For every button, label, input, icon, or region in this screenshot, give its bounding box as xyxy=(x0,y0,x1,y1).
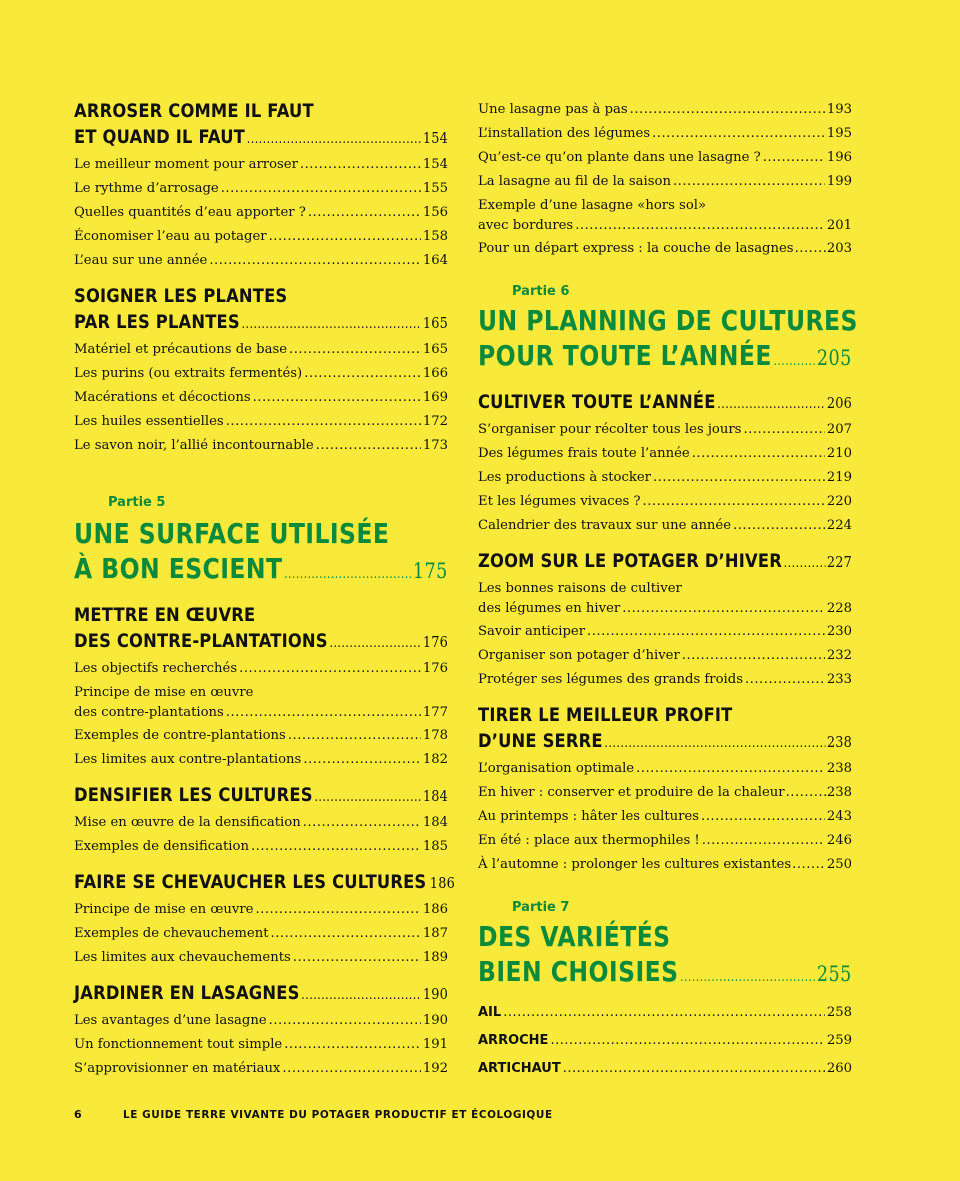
toc-entry[interactable] xyxy=(74,898,448,922)
toc-entry[interactable] xyxy=(478,466,852,490)
entry-title: CULTIVER TOUTE L’ANNÉE xyxy=(478,391,716,413)
entry-title: Le rythme d’arrosage xyxy=(74,181,219,196)
page-number: 165 xyxy=(422,314,449,332)
dot-leader xyxy=(692,442,825,466)
entry-title: Au printemps : hâter les cultures xyxy=(478,809,700,824)
page-number: 165 xyxy=(422,342,448,357)
entry-title: La lasagne au fil de la saison xyxy=(478,174,671,189)
dot-leader xyxy=(717,389,825,418)
toc-entry[interactable] xyxy=(74,153,448,177)
page-number: 172 xyxy=(422,414,448,429)
dot-leader xyxy=(575,215,825,237)
page-number: 189 xyxy=(422,950,448,965)
page-number: 187 xyxy=(422,926,448,941)
entry-title: D’UNE SERRE xyxy=(478,730,603,752)
dot-leader xyxy=(304,362,421,386)
dot-leader xyxy=(702,829,825,853)
toc-entry[interactable] xyxy=(74,657,448,681)
toc-entry[interactable] xyxy=(478,620,852,644)
dot-leader xyxy=(786,781,826,805)
page-footer xyxy=(74,1108,575,1121)
page-number: 158 xyxy=(422,229,448,244)
dot-leader xyxy=(247,124,421,153)
entry-title: Les limites aux contre-plantations xyxy=(74,752,302,767)
dot-leader xyxy=(269,225,421,249)
page-number: 176 xyxy=(422,633,449,651)
page-number: 184 xyxy=(422,815,448,830)
entry-title: Le meilleur moment pour arroser xyxy=(74,157,298,172)
section-title-text: ET QUAND IL FAUT xyxy=(74,126,246,148)
dot-leader xyxy=(792,853,826,877)
toc-entry[interactable] xyxy=(478,644,852,668)
toc-entry[interactable] xyxy=(74,835,448,859)
page-number: 255 xyxy=(816,962,852,986)
toc-entry[interactable] xyxy=(478,598,852,620)
page-number: 246 xyxy=(826,833,852,848)
entry-title: Les productions à stocker xyxy=(478,470,651,485)
dot-leader xyxy=(314,782,421,811)
toc-entry[interactable] xyxy=(478,668,852,692)
toc-entry[interactable] xyxy=(74,724,448,748)
dot-leader xyxy=(652,122,825,146)
page-number: 177 xyxy=(422,705,448,720)
section-title[interactable] xyxy=(74,980,448,1009)
page-number: 184 xyxy=(422,787,449,805)
page-number: 164 xyxy=(422,253,448,268)
entry-title: Mise en œuvre de la densification xyxy=(74,815,301,830)
entry-title: Les limites aux chevauchements xyxy=(74,950,291,965)
variety-entry[interactable] xyxy=(478,1027,852,1055)
page-number: 173 xyxy=(422,438,448,453)
toc-right-column xyxy=(478,98,858,1083)
entry-title: Une lasagne pas à pas xyxy=(478,102,628,117)
entry-title: Macérations et décoctions xyxy=(74,390,251,405)
entry-title: ARROCHE xyxy=(478,1033,549,1048)
page-number: 219 xyxy=(826,470,852,485)
part-title: UN PLANNING DE CULTURES xyxy=(478,304,858,337)
page-number: 207 xyxy=(826,422,852,437)
toc-left-column xyxy=(74,98,455,1081)
dot-leader xyxy=(587,620,825,644)
toc-entry[interactable] xyxy=(74,1033,448,1057)
entry-title: Les avantages d’une lasagne xyxy=(74,1013,267,1028)
part-label: Partie 5 xyxy=(108,495,166,510)
page-number: 259 xyxy=(826,1033,852,1048)
dot-leader xyxy=(303,748,421,772)
dot-leader xyxy=(745,668,825,692)
page-number: 203 xyxy=(826,241,852,256)
page-number: 227 xyxy=(826,553,853,571)
dot-leader xyxy=(643,490,825,514)
page-number: 193 xyxy=(826,102,852,117)
dot-leader xyxy=(293,946,421,970)
dot-leader xyxy=(743,418,824,442)
section-title: METTRE EN ŒUVRE xyxy=(74,604,256,626)
entry-title: Exemples de chevauchement xyxy=(74,926,269,941)
entry-title: Quelles quantités d’eau apporter ? xyxy=(74,205,306,220)
entry-title: Et les légumes vivaces ? xyxy=(478,494,641,509)
toc-entry[interactable] xyxy=(478,170,852,194)
entry-title: Organiser son potager d’hiver xyxy=(478,648,680,663)
book-title: LE GUIDE TERRE VIVANTE DU POTAGER PRODUCTIF ET ÉCOLOGIQUE xyxy=(123,1108,553,1121)
entry-title: Pour un départ express : la couche de lasagnes xyxy=(478,241,794,256)
part-title: UNE SURFACE UTILISÉE xyxy=(74,517,390,550)
page-number: 206 xyxy=(826,394,853,412)
entry-title: L’eau sur une année xyxy=(74,253,208,268)
dot-leader xyxy=(636,757,825,781)
page-number: 199 xyxy=(826,174,852,189)
page-number: 220 xyxy=(826,494,852,509)
entry-title: Les objectifs recherchés xyxy=(74,661,238,676)
page-number: 186 xyxy=(429,874,455,892)
dot-leader xyxy=(239,657,421,681)
entry-title: ARTICHAUT xyxy=(478,1061,561,1076)
page-number: 195 xyxy=(826,126,852,141)
page-number: 233 xyxy=(826,672,852,687)
page-number: 230 xyxy=(826,624,852,639)
page-number: 185 xyxy=(422,839,448,854)
toc-entry[interactable] xyxy=(478,215,852,237)
entry-title: S’approvisionner en matériaux xyxy=(74,1061,281,1076)
part-label: Partie 7 xyxy=(512,900,570,915)
entry-title: des légumes en hiver xyxy=(478,601,621,616)
page-number: 6 xyxy=(74,1108,83,1121)
entry-title: Savoir anticiper xyxy=(478,624,586,639)
dot-leader xyxy=(316,434,421,458)
dot-leader xyxy=(288,724,421,748)
page-number: 166 xyxy=(422,366,448,381)
dot-leader xyxy=(303,811,421,835)
toc-entry[interactable] xyxy=(74,811,448,835)
toc-entry[interactable] xyxy=(478,781,852,805)
entry-title: À l’automne : prolonger les cultures existantes xyxy=(478,857,792,872)
dot-leader xyxy=(301,980,421,1009)
dot-leader xyxy=(221,177,421,201)
dot-leader xyxy=(503,999,825,1027)
entry-title: En hiver : conserver et produire de la chaleur xyxy=(478,785,785,800)
entry-title: AIL xyxy=(478,1005,502,1020)
dot-leader xyxy=(784,548,826,577)
section-title[interactable] xyxy=(74,628,448,657)
section-title: SOIGNER LES PLANTES xyxy=(74,285,288,307)
toc-entry[interactable] xyxy=(478,418,852,442)
entry-title: Protéger ses légumes des grands froids xyxy=(478,672,743,687)
toc-entry[interactable] xyxy=(74,434,448,458)
toc-entry[interactable] xyxy=(478,98,852,122)
entry-title: En été : place aux thermophiles ! xyxy=(478,833,700,848)
dot-leader xyxy=(680,954,815,995)
toc-entry[interactable] xyxy=(478,757,852,781)
dot-leader xyxy=(300,153,421,177)
dot-leader xyxy=(653,466,825,490)
entry-title: Matériel et précautions de base xyxy=(74,342,288,357)
variety-entry[interactable] xyxy=(478,999,852,1027)
dot-leader xyxy=(550,1027,824,1055)
toc-entry[interactable] xyxy=(74,410,448,434)
toc-entry[interactable] xyxy=(478,514,852,538)
entry-title: Économiser l’eau au potager xyxy=(74,229,267,244)
dot-leader xyxy=(242,309,422,338)
toc-entry[interactable] xyxy=(74,338,448,362)
toc-entry[interactable] xyxy=(478,853,852,877)
toc-entry[interactable] xyxy=(478,829,852,853)
part-title[interactable] xyxy=(478,954,852,995)
dot-leader xyxy=(226,410,421,434)
page-number: 154 xyxy=(422,129,449,147)
dot-leader xyxy=(329,628,421,657)
page-number: 250 xyxy=(826,857,852,872)
entry-title: Le savon noir, l’allié incontournable xyxy=(74,438,314,453)
entry-title: À BON ESCIENT xyxy=(74,552,283,585)
entry-title: Calendrier des travaux sur une année xyxy=(478,518,732,533)
entry-title: avec bordures xyxy=(478,218,574,233)
dot-leader xyxy=(673,170,825,194)
page-number: 224 xyxy=(826,518,852,533)
page-number: 178 xyxy=(422,728,448,743)
section-title[interactable] xyxy=(478,548,852,577)
dot-leader xyxy=(763,146,825,170)
page-number: 190 xyxy=(422,985,449,1003)
dot-leader xyxy=(308,201,421,225)
dot-leader xyxy=(282,1057,420,1081)
page-number: 205 xyxy=(816,346,852,370)
dot-leader xyxy=(251,835,421,859)
dot-leader xyxy=(563,1055,825,1083)
page-number: 196 xyxy=(826,150,852,165)
entry-title: FAIRE SE CHEVAUCHER LES CULTURES xyxy=(74,871,427,893)
dot-leader xyxy=(604,728,825,757)
section-title[interactable] xyxy=(478,728,852,757)
page-number: 232 xyxy=(826,648,852,663)
toc-entry[interactable] xyxy=(74,177,448,201)
part-title[interactable] xyxy=(74,551,448,592)
section-title[interactable] xyxy=(74,782,448,811)
page-number: 258 xyxy=(826,1005,852,1020)
entry-title: Principe de mise en œuvre xyxy=(74,902,254,917)
dot-leader xyxy=(255,898,420,922)
section-title: ARROSER COMME IL FAUT xyxy=(74,100,314,122)
entry-title: S’organiser pour récolter tous les jours xyxy=(478,422,742,437)
section-title[interactable] xyxy=(74,869,455,898)
entry-title: POUR TOUTE L’ANNÉE xyxy=(478,339,772,372)
toc-entry[interactable] xyxy=(74,1057,448,1081)
entry-title: BIEN CHOISIES xyxy=(478,955,679,988)
toc-entry[interactable] xyxy=(478,237,852,261)
page-number: 156 xyxy=(422,205,448,220)
dot-leader xyxy=(682,644,825,668)
toc-entry[interactable] xyxy=(74,922,448,946)
entry-title: DENSIFIER LES CULTURES xyxy=(74,784,313,806)
toc-entry[interactable] xyxy=(74,386,448,410)
toc-entry[interactable] xyxy=(478,805,852,829)
page-number: 182 xyxy=(422,752,448,767)
page-number: 169 xyxy=(422,390,448,405)
entry-title: ZOOM SUR LE POTAGER D’HIVER xyxy=(478,550,782,572)
toc-entry[interactable]: Principe de mise en œuvre xyxy=(74,685,254,700)
entry-title: DES CONTRE-PLANTATIONS xyxy=(74,630,328,652)
dot-leader xyxy=(269,1009,421,1033)
entry-title: Exemples de densification xyxy=(74,839,249,854)
entry-title: Un fonctionnement tout simple xyxy=(74,1037,283,1052)
entry-title: des contre-plantations xyxy=(74,705,224,720)
toc-entry[interactable] xyxy=(478,122,852,146)
section-title: TIRER LE MEILLEUR PROFIT xyxy=(478,704,733,726)
dot-leader xyxy=(733,514,825,538)
dot-leader xyxy=(630,98,825,122)
section-title[interactable] xyxy=(74,309,448,338)
part-title: DES VARIÉTÉS xyxy=(478,920,671,953)
toc-entry[interactable] xyxy=(74,702,448,724)
part-title[interactable] xyxy=(478,338,852,379)
dot-leader xyxy=(253,386,421,410)
part-label: Partie 6 xyxy=(512,284,570,299)
dot-leader xyxy=(701,805,825,829)
entry-title: JARDINER EN LASAGNES xyxy=(74,982,300,1004)
dot-leader xyxy=(209,249,420,273)
toc-entry[interactable] xyxy=(74,225,448,249)
page-number: 155 xyxy=(422,181,448,196)
toc-entry[interactable] xyxy=(74,249,448,273)
toc-entry[interactable] xyxy=(74,362,448,386)
page-number: 201 xyxy=(826,218,852,233)
page-number: 238 xyxy=(826,761,852,776)
entry-title: L’installation des légumes xyxy=(478,126,651,141)
toc-entry[interactable] xyxy=(74,1009,448,1033)
toc-entry[interactable] xyxy=(478,490,852,514)
toc-entry[interactable] xyxy=(74,748,448,772)
dot-leader xyxy=(284,551,411,592)
dot-leader xyxy=(622,598,825,620)
page-number: 238 xyxy=(826,785,852,800)
page-number: 243 xyxy=(826,809,852,824)
dot-leader xyxy=(289,338,421,362)
page-number: 175 xyxy=(412,559,448,583)
toc-entry[interactable]: Les bonnes raisons de cultiver xyxy=(478,581,682,596)
page-number: 228 xyxy=(826,601,852,616)
toc-entry[interactable] xyxy=(478,146,852,170)
section-title[interactable] xyxy=(478,389,852,418)
dot-leader xyxy=(795,237,826,261)
page-number: 186 xyxy=(422,902,448,917)
entry-title: Exemples de contre-plantations xyxy=(74,728,286,743)
page-number: 176 xyxy=(422,661,448,676)
entry-title: Qu’est-ce qu’on plante dans une lasagne ? xyxy=(478,150,761,165)
page-number: 260 xyxy=(826,1061,852,1076)
toc-entry[interactable] xyxy=(478,442,852,466)
toc-entry[interactable]: Exemple d’une lasagne «hors sol» xyxy=(478,198,707,213)
page-number: 210 xyxy=(826,446,852,461)
entry-title: L’organisation optimale xyxy=(478,761,635,776)
entry-title: PAR LES PLANTES xyxy=(74,311,240,333)
entry-title: Des légumes frais toute l’année xyxy=(478,446,690,461)
page-number: 154 xyxy=(422,157,448,172)
variety-entry[interactable] xyxy=(478,1055,852,1083)
dot-leader xyxy=(284,1033,421,1057)
dot-leader xyxy=(226,702,421,724)
page-number: 192 xyxy=(422,1061,448,1076)
page-number: 191 xyxy=(422,1037,448,1052)
entry-title: Les purins (ou extraits fermentés) xyxy=(74,366,303,381)
dot-leader xyxy=(271,922,421,946)
page-number: 190 xyxy=(422,1013,448,1028)
dot-leader xyxy=(774,338,816,379)
toc-entry[interactable] xyxy=(74,201,448,225)
section-title[interactable] xyxy=(74,124,448,153)
entry-title: Les huiles essentielles xyxy=(74,414,224,429)
toc-entry[interactable] xyxy=(74,946,448,970)
page-number: 238 xyxy=(826,733,853,751)
